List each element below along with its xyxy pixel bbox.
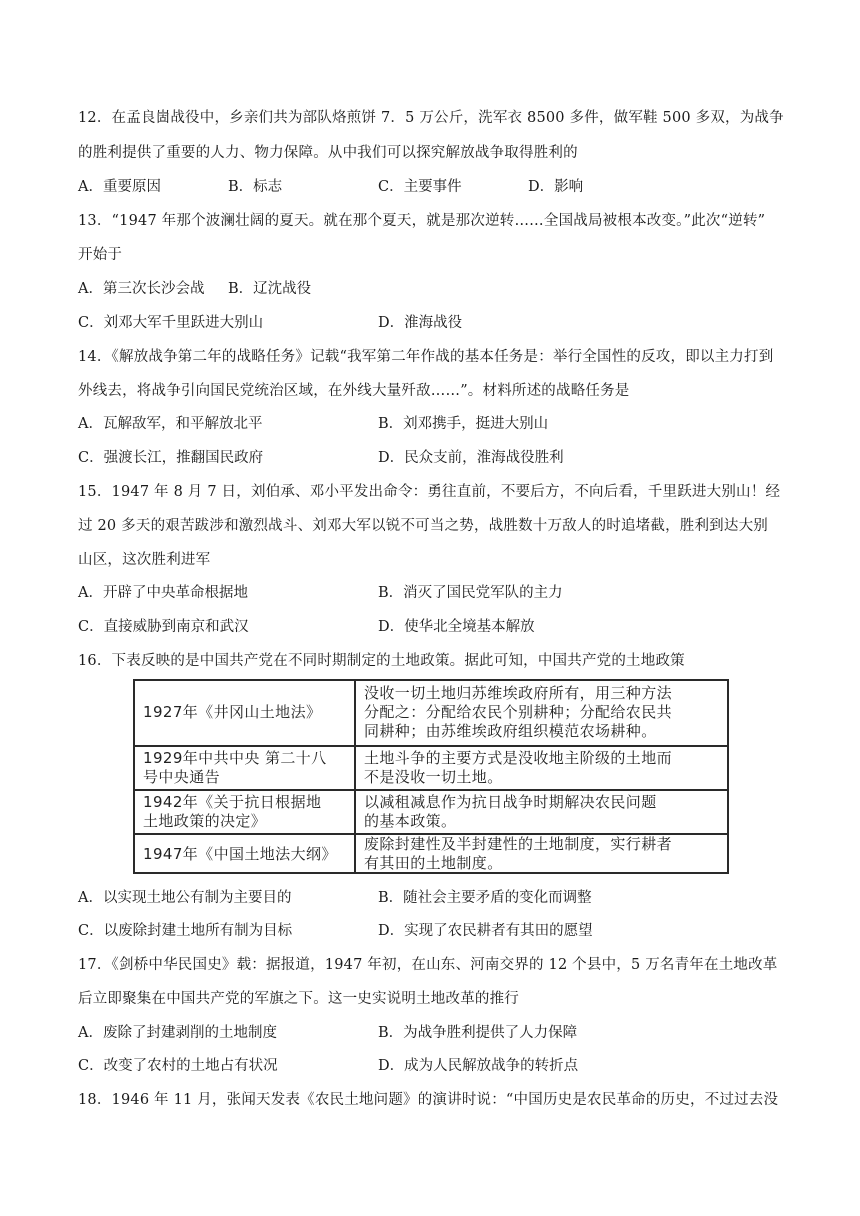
policy-name-line: 1947年《中国土地法大纲》: [143, 845, 337, 863]
policy-content-line: 有其田的土地制度。: [364, 854, 503, 872]
q13-option-a: A．第三次长沙会战: [78, 281, 205, 297]
policy-content-line: 分配之：分配给农民个别耕种；分配给农民共: [364, 703, 673, 721]
table-row: [135, 681, 727, 745]
q17-option-c: C．改变了农村的土地占有状况: [78, 1058, 278, 1074]
q17-stem-line-2: 后立即聚集在中国共产党的军旗之下。这一史实说明土地改革的推行: [78, 991, 519, 1007]
q15-option-c: C．直接威胁到南京和武汉: [78, 619, 249, 635]
policy-content-line: 不是没收一切土地。: [364, 768, 503, 786]
policy-content-line: 以减租减息作为抗日战争时期解决农民问题: [364, 793, 657, 811]
q12-option-b: B．标志: [228, 179, 283, 195]
policy-content-line: 土地斗争的主要方式是没收地主阶级的土地而: [364, 749, 673, 767]
policy-name-line: 土地政策的决定》: [143, 812, 267, 830]
q15-stem-line-1: 15．1947 年 8 月 7 日，刘伯承、邓小平发出命令：勇往直前，不要后方，不向后看，千里跃进大别山！经: [78, 484, 781, 500]
table-cell-policy: [135, 747, 356, 789]
q12-option-a: A．重要原因: [78, 179, 161, 195]
q18-stem-line-1: 18．1946 年 11 月，张闻天发表《农民土地问题》的演讲时说：“中国历史是农民革命的历史，不过过去没: [78, 1092, 779, 1108]
q16-option-a: A．以实现土地公有制为主要目的: [78, 890, 292, 906]
policy-name-line: 号中央通告: [143, 768, 221, 786]
q17-option-d: D．成为人民解放战争的转折点: [378, 1058, 579, 1074]
policy-content-line: 废除封建性及半封建性的土地制度，实行耕者: [364, 835, 673, 853]
q13-stem-line-1: 13．“1947 年那个波澜壮阔的夏天。就在那个夏天，就是那次逆转……全国战局被根本改变。”此次“逆转”: [78, 213, 766, 229]
q16-stem-line-1: 16．下表反映的是中国共产党在不同时期制定的土地政策。据此可知，中国共产党的土地政策: [78, 653, 685, 669]
q16-option-d: D．实现了农民耕者有其田的愿望: [378, 923, 593, 939]
q17-stem-line-1: 17．《剑桥中华民国史》载：据报道，1947 年初，在山东、河南交界的 12 个县中，5 万名青年在土地改革: [78, 957, 778, 973]
table-cell-policy: [135, 791, 356, 833]
table-cell-policy: [135, 681, 356, 745]
q15-option-a: A．开辟了中央革命根据地: [78, 585, 248, 601]
q14-option-d: D．民众支前，淮海战役胜利: [378, 450, 564, 466]
land-policy-table: [133, 679, 729, 874]
table-row: [135, 789, 727, 833]
policy-name-line: 1929年中共中央 第二十八: [143, 749, 327, 767]
q16-option-b: B．随社会主要矛盾的变化而调整: [378, 890, 592, 906]
q12-option-c: C．主要事件: [378, 179, 462, 195]
table-cell-content: [356, 747, 727, 789]
q12-stem-line-1: 12．在孟良崮战役中，乡亲们共为部队烙煎饼 7．5 万公斤，洗军衣 8500 多件，做军鞋 500 多双，为战争: [78, 110, 784, 126]
policy-content-line: 没收一切土地归苏维埃政府所有，用三种方法: [364, 684, 673, 702]
q13-option-b: B．辽沈战役: [228, 281, 312, 297]
policy-name-line: 1927年《井冈山土地法》: [143, 703, 322, 721]
q15-stem-line-2: 过 20 多天的艰苦跋涉和激烈战斗、刘邓大军以锐不可当之势，战胜数十万敌人的时追堵截，胜利到达大别: [78, 518, 768, 534]
q14-stem-line-2: 外线去，将战争引向国民党统治区域，在外线大量歼敌……”。材料所述的战略任务是: [78, 383, 630, 399]
q17-option-b: B．为战争胜利提供了人力保障: [378, 1025, 578, 1041]
q14-stem-line-1: 14．《解放战争第二年的战略任务》记载“我军第二年作战的基本任务是：举行全国性的反攻，即以主力打到: [78, 349, 774, 365]
q15-option-b: B．消灭了国民党军队的主力: [378, 585, 563, 601]
q14-option-b: B．刘邓携手，挺进大别山: [378, 416, 549, 432]
table-cell-content: [356, 835, 727, 872]
table-cell-content: [356, 791, 727, 833]
table-cell-content: [356, 681, 727, 745]
policy-name-line: 1942年《关于抗日根据地: [143, 793, 322, 811]
table-row: [135, 745, 727, 789]
q12-stem-line-2: 的胜利提供了重要的人力、物力保障。从中我们可以探究解放战争取得胜利的: [78, 145, 578, 161]
q14-option-c: C．强渡长江，推翻国民政府: [78, 450, 264, 466]
q12-option-d: D．影响: [528, 179, 584, 195]
q16-option-c: C．以废除封建土地所有制为目标: [78, 923, 293, 939]
q14-option-a: A．瓦解敌军，和平解放北平: [78, 416, 263, 432]
q13-option-d: D．淮海战役: [378, 315, 463, 331]
q13-option-c: C．刘邓大军千里跃进大别山: [78, 315, 264, 331]
table-row: [135, 833, 727, 872]
q17-option-a: A．废除了封建剥削的土地制度: [78, 1025, 277, 1041]
policy-content-line: 的基本政策。: [364, 812, 457, 830]
q15-option-d: D．使华北全境基本解放: [378, 619, 535, 635]
table-cell-policy: [135, 835, 356, 872]
q15-stem-line-3: 山区，这次胜利进军: [78, 552, 211, 568]
policy-content-line: 同耕种；由苏维埃政府组织模范农场耕种。: [364, 722, 657, 740]
q13-stem-line-2: 开始于: [78, 247, 123, 263]
